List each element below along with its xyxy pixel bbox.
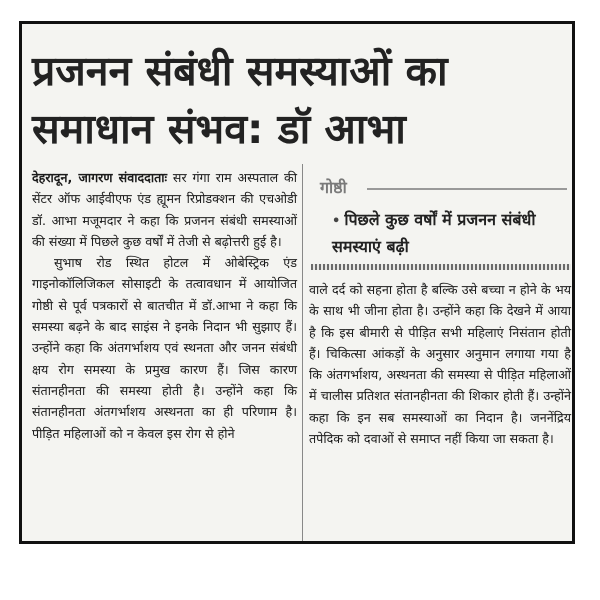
right-column: [309, 279, 571, 542]
section-tag-rule: [367, 188, 567, 190]
headline-line-1: प्रजनन संबंधी समस्याओं का: [32, 47, 448, 95]
hatched-divider: [311, 264, 571, 270]
section-tag: गोष्ठी: [320, 178, 347, 197]
bullet-icon: •: [332, 214, 341, 229]
column-divider: [302, 164, 303, 542]
left-para-1-text: सर गंगा राम अस्पताल की सेंटर ऑफ आईवीएफ एंड ह्यूमन रिप्रोडक्शन की एचओडी डॉ. आभा मजूमदार ने कहा कि प्रजनन संबंधी समस्याओं की संख्या में पिछले कुछ वर्षों में तेजी से बढ़ोत्तरी हुई है।: [32, 170, 297, 249]
left-column: [32, 167, 297, 542]
left-para-1: [32, 167, 297, 252]
headline: [32, 42, 568, 158]
subheadline-text: पिछले कुछ वर्षों में प्रजनन संबंधी समस्याएं बढ़ी: [332, 210, 536, 256]
newspaper-clipping: [19, 21, 575, 544]
dateline: देहरादून, जागरण संवाददाताः: [32, 170, 168, 185]
headline-line-2: समाधान संभव: डॉ आभा: [32, 105, 406, 153]
subheadline: [332, 207, 568, 259]
left-para-2: सुभाष रोड स्थित होटल में ओबेस्ट्रिक एंड गाइनोकॉलिजिकल सोसाइटी के तत्वावधान में आयोजित गोष्ठी से पूर्व पत्रकारों से बातचीत में डॉ.आभा ने कहा कि समस्या बढ़ने के बाद साइंस ने इनके निदान भी सुझाए हैं। उन्होंने कहा कि अंतगर्भाशय एवं स्थनता और जनन संबंधी क्षय रोग समस्या के प्रमुख कारण हैं। जिस कारण संतानहीनता की समस्या होती है। उन्होंने कहा कि संतानहीनता अंतगर्भाशय अस्थनता का ही परिणाम है। पीड़ित महिलाओं को न केवल इस रोग से होने: [32, 255, 297, 441]
right-para: वाले दर्द को सहना होता है बल्कि उसे बच्चा न होने के भय के साथ भी जीना होता है। उन्होंने कहा कि देखने में आया है कि इस बीमारी से पीड़ित सभी महिलाएं निसंतान होती हैं। चिकित्सा आंकड़ों के अनुसार अनुमान लगाया गया है कि अंतगर्भाशय, अस्थनता की समस्या से पीड़ित महिलाओं में चालीस प्रतिशत संतानहीनता की शिकार होती हैं। उन्होंने कहा कि इन सब समस्याओं का निदान है। जननेंद्रिय तपेदिक को दवाओं से समाप्त नहीं किया जा सकता है।: [309, 282, 571, 447]
